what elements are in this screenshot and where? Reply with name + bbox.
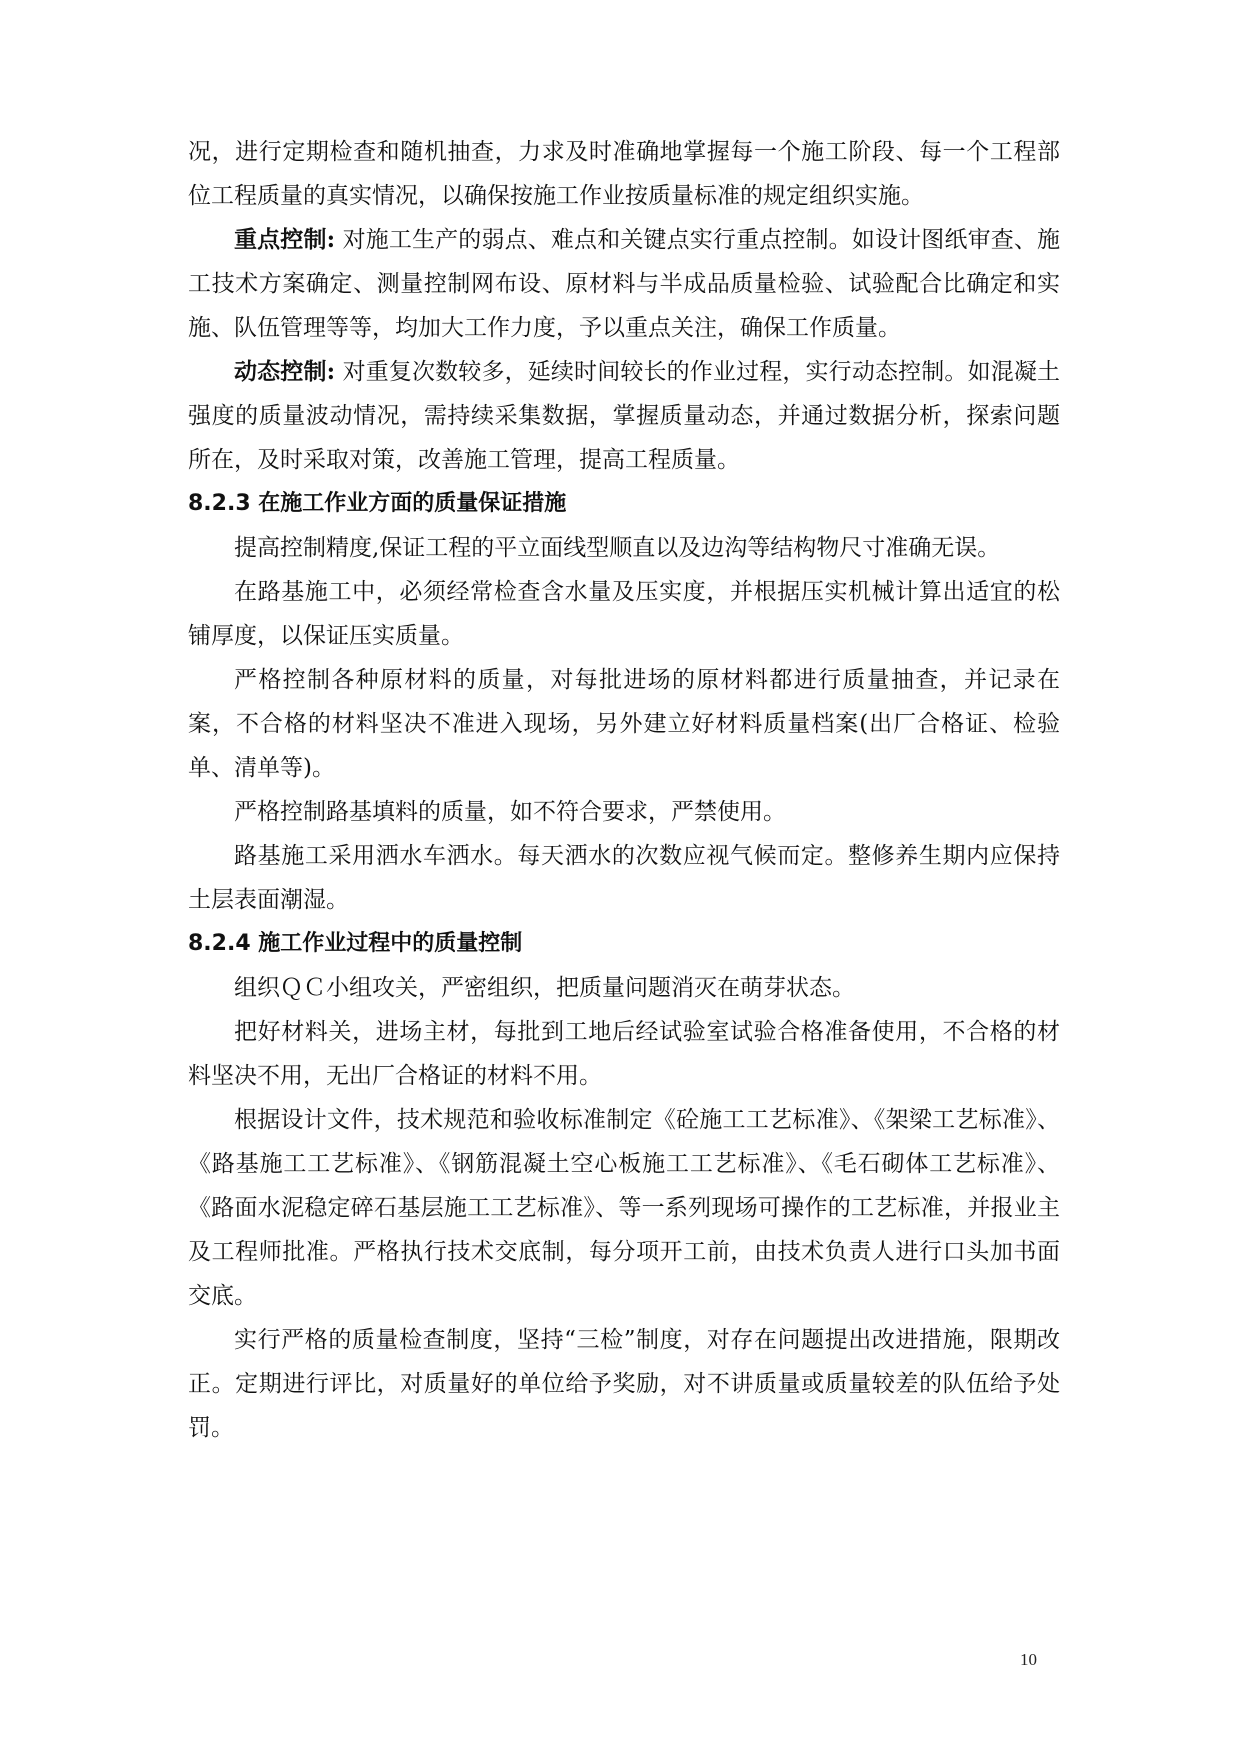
- paragraph: 把好材料关，进场主材，每批到工地后经试验室试验合格准备使用，不合格的材料坚决不用，无出厂合格证的材料不用。: [188, 1019, 1060, 1089]
- paragraph: 提高控制精度,保证工程的平立面线型顺直以及边沟等结构物尺寸准确无误。: [234, 535, 1001, 561]
- focus-control-lead: 重点控制:: [234, 226, 336, 253]
- paragraph: 在路基施工中，必须经常检查含水量及压实度，并根据压实机械计算出适宜的松铺厚度，以保证压实质量。: [188, 579, 1060, 649]
- paragraph: 严格控制路基填料的质量，如不符合要求，严禁使用。: [234, 799, 786, 825]
- paragraph-dynamic-control: [188, 350, 1060, 482]
- focus-control-text: 对施工生产的弱点、难点和关键点实行重点控制。如设计图纸审查、施工技术方案确定、测量控制网布设、原材料与半成品质量检验、试验配合比确定和实施、队伍管理等等，均加大工作力度，予以重点关注，确保工作质量。: [188, 227, 1061, 341]
- paragraph: 实行严格的质量检查制度，坚持“三检”制度，对存在问题提出改进措施，限期改正。定期进行评比，对质量好的单位给予奖励，对不讲质量或质量较差的队伍给予处罚。: [188, 1327, 1060, 1441]
- dynamic-control-text: 对重复次数较多，延续时间较长的作业过程，实行动态控制。如混凝土强度的质量波动情况，需持续采集数据，掌握质量动态，并通过数据分析，探索问题所在，及时采取对策，改善施工管理，提高工程质量。: [188, 359, 1061, 473]
- paragraph-continuation: 况，进行定期检查和随机抽查，力求及时准确地掌握每一个施工阶段、每一个工程部位工程质量的真实情况，以确保按施工作业按质量标准的规定组织实施。: [188, 139, 1060, 209]
- document-body: [188, 130, 1060, 1450]
- paragraph: 严格控制各种原材料的质量，对每批进场的原材料都进行质量抽查，并记录在案，不合格的材料坚决不准进入现场，另外建立好材料质量档案(出厂合格证、检验单、清单等)。: [188, 667, 1060, 781]
- dynamic-control-lead: 动态控制:: [234, 358, 336, 385]
- paragraph-focus-control: [188, 218, 1060, 350]
- page-number: 10: [1020, 1650, 1037, 1669]
- section-heading-8-2-4: 8.2.4 施工作业过程中的质量控制: [188, 931, 523, 956]
- paragraph: 组织ＱＣ小组攻关，严密组织，把质量问题消灭在萌芽状态。: [234, 975, 855, 1001]
- paragraph: 路基施工采用洒水车洒水。每天洒水的次数应视气候而定。整修养生期内应保持土层表面潮湿。: [188, 843, 1060, 913]
- paragraph: 根据设计文件，技术规范和验收标准制定《砼施工工艺标准》、《架梁工艺标准》、《路基施工工艺标准》、《钢筋混凝土空心板施工工艺标准》、《毛石砌体工艺标准》、《路面水泥稳定碎石基层施工工艺标准》、等一系列现场可操作的工艺标准，并报业主及工程师批准。严格执行技术交底制，每分项开工前，由技术负责人进行口头加书面交底。: [188, 1107, 1060, 1309]
- section-heading-8-2-3: 8.2.3 在施工作业方面的质量保证措施: [188, 491, 567, 516]
